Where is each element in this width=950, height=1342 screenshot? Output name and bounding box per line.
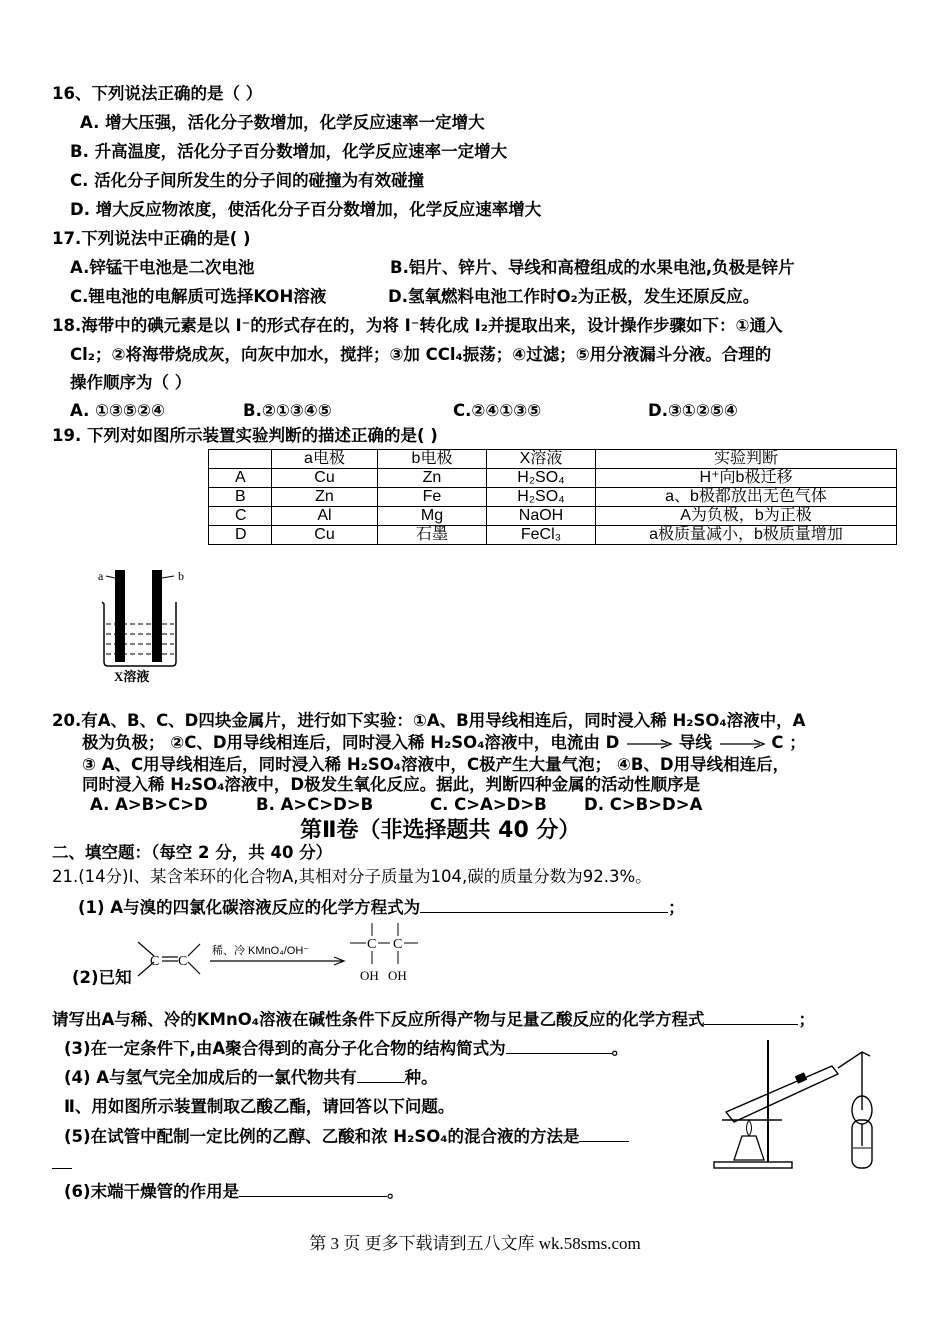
answer-blank[interactable] <box>506 1037 612 1054</box>
q21-stem: 21.(14分)Ⅰ、某含苯环的化合物A,其相对分子质量为104,碳的质量分数为92.3%。 <box>52 867 652 886</box>
q16-stem: 16、下列说法正确的是（ ） <box>52 84 263 103</box>
hydroxyl-1: OH <box>360 968 379 983</box>
table-cell: Mg <box>378 507 487 526</box>
alkene-c2: C <box>178 954 188 969</box>
table-cell: Al <box>272 507 378 526</box>
q20-line2-part2: 导线 <box>678 733 712 752</box>
q21-part6 <box>64 1180 404 1203</box>
q21-part5-text: (5)在试管中配制一定比例的乙醇、乙酸和浓 H₂SO₄的混合液的方法是 <box>64 1127 580 1146</box>
label-a: a <box>98 569 104 583</box>
diol-c1: C <box>367 937 377 952</box>
q21-part4 <box>64 1066 438 1089</box>
reagent-label: 稀、冷 KMnO₄/OH⁻ <box>212 945 310 957</box>
answer-blank[interactable] <box>704 1008 798 1025</box>
table-cell: B <box>209 488 272 507</box>
q20-option-a: A. A>B>C>D <box>90 795 208 814</box>
q21-part1-text: (1) A与溴的四氯化碳溶液反应的化学方程式为 <box>78 898 421 917</box>
q16-option-d: D. 增大反应物浓度，使活化分子百分数增加，化学反应速率增大 <box>70 200 542 219</box>
electrode-a <box>115 570 125 662</box>
electrode-b <box>152 570 162 662</box>
q21-part6-end: 。 <box>387 1182 404 1201</box>
table-cell: NaOH <box>487 507 596 526</box>
q20-option-b: B. A>C>D>B <box>256 795 374 814</box>
q20-line4: 同时浸入稀 H₂SO₄溶液中，D极发生氧化反应。据此，判断四种金属的活动性顺序是 <box>82 775 701 794</box>
q21-part2-label: (2)已知 <box>72 968 132 987</box>
table-cell: Zn <box>378 469 487 488</box>
electrolysis-beaker-figure <box>90 562 200 684</box>
label-b: b <box>178 569 184 583</box>
table-cell: H₂SO₄ <box>487 469 596 488</box>
table-header: X溶液 <box>487 450 596 469</box>
alkene-c1: C <box>150 954 160 969</box>
table-cell: H₂SO₄ <box>487 488 596 507</box>
q18-line3: 操作顺序为（ ） <box>70 373 192 392</box>
stand-base <box>714 1162 792 1168</box>
page-footer: 第 3 页 更多下载请到五八文库 wk.58sms.com <box>309 1234 641 1253</box>
answer-blank[interactable] <box>239 1180 387 1197</box>
table-cell: A <box>209 469 272 488</box>
q16-option-a: A. 增大压强，活化分子数增加，化学反应速率一定增大 <box>80 113 485 132</box>
q18-line2: Cl₂；②将海带烧成灰，向灰中加水，搅拌；③加 CCl₄振荡；④过滤；⑤用分液漏斗分液。合理的 <box>70 345 772 364</box>
test-tube <box>726 1066 838 1122</box>
q21-part2-intro: Ⅱ、用如图所示装置制取乙酸乙酯，请回答以下问题。 <box>64 1097 455 1116</box>
table-cell: a极质量减小，b极质量增加 <box>596 526 897 545</box>
q18-option-d: D.③①②⑤④ <box>648 401 738 420</box>
q21-part6-text: (6)末端干燥管的作用是 <box>64 1182 240 1201</box>
ester-apparatus-figure <box>712 1040 912 1172</box>
arrow-icon <box>625 738 673 750</box>
q17-option-a: A.锌锰干电池是二次电池 <box>70 258 255 277</box>
q19-stem: 19. 下列对如图所示装置实验判断的描述正确的是( ) <box>52 426 438 445</box>
table-cell: D <box>209 526 272 545</box>
q20-option-d: D. C>B>D>A <box>584 795 703 814</box>
table-cell: a、b极都放出无色气体 <box>596 488 897 507</box>
q21-part1-end: ； <box>668 898 685 917</box>
q18-option-b: B.②①③④⑤ <box>243 401 332 420</box>
burner <box>734 1136 764 1160</box>
q21-part3-text: (3)在一定条件下,由A聚合得到的高分子化合物的结构简式为 <box>64 1039 506 1058</box>
table-cell: A为负极，b为正极 <box>596 507 897 526</box>
q20-line2 <box>82 732 806 754</box>
table-cell: Cu <box>272 526 378 545</box>
q16-option-b: B. 升高温度，活化分子百分数增加，化学反应速率一定增大 <box>70 142 508 161</box>
table-cell: Zn <box>272 488 378 507</box>
q20-line1: 20.有A、B、C、D四块金属片，进行如下实验：①A、B用导线相连后，同时浸入稀 H₂SO₄溶液中，A <box>52 711 806 730</box>
answer-blank[interactable] <box>420 896 668 913</box>
fill-section-heading: 二、填空题：（每空 2 分，共 40 分） <box>52 843 333 862</box>
table-header <box>209 450 272 469</box>
q20-option-c: C. C>A>D>B <box>430 795 547 814</box>
q17-stem: 17.下列说法中正确的是( ) <box>52 229 251 248</box>
q18-line1: 18.海带中的碘元素是以 I⁻的形式存在的，为将 I⁻转化成 I₂并提取出来，设计操作步骤如下：①通入 <box>52 316 783 335</box>
reaction-scheme <box>132 918 442 992</box>
q21-requirement <box>52 1008 815 1031</box>
table-cell: Cu <box>272 469 378 488</box>
table-header: 实验判断 <box>596 450 897 469</box>
q21-part3 <box>64 1037 628 1060</box>
q21-part4-text: (4) A与氢气完全加成后的一氯代物共有 <box>64 1068 357 1087</box>
q17-option-d: D.氢氧燃料电池工作时O₂为正极，发生还原反应。 <box>388 287 760 306</box>
table-row <box>209 526 897 545</box>
table-row <box>209 488 897 507</box>
q18-option-a: A. ①③⑤②④ <box>70 401 165 420</box>
arrow-icon <box>718 738 766 750</box>
q20-line2-part3: C ； <box>771 733 806 752</box>
q20-line3: ③ A、C用导线相连后，同时浸入稀 H₂SO₄溶液中，C极产生大量气泡； ④B、D用导线相连后， <box>82 755 790 774</box>
q17-option-b: B.铝片、锌片、导线和高橙组成的水果电池,负极是锌片 <box>390 258 795 277</box>
table-row <box>209 469 897 488</box>
table-cell: FeCl₃ <box>487 526 596 545</box>
table-header: a电极 <box>272 450 378 469</box>
x-solution-label: X溶液 <box>114 669 150 684</box>
answer-blank[interactable] <box>357 1066 405 1083</box>
q17-option-c: C.锂电池的电解质可选择KOH溶液 <box>70 287 327 306</box>
q21-part5 <box>64 1125 629 1148</box>
q21-part1 <box>78 896 685 919</box>
hydroxyl-2: OH <box>388 968 407 983</box>
q16-option-c: C. 活化分子间所发生的分子间的碰撞为有效碰撞 <box>70 171 425 190</box>
q21-requirement-text: 请写出A与稀、冷的KMnO₄溶液在碱性条件下反应所得产物与足量乙酸反应的化学方程式 <box>52 1010 705 1029</box>
answer-blank[interactable] <box>579 1125 629 1142</box>
q21-requirement-end: ； <box>798 1010 815 1029</box>
section-title: 第Ⅱ卷（非选择题共 40 分） <box>300 818 581 843</box>
q20-line2-part1: 极为负极； ②C、D用导线相连后，同时浸入稀 H₂SO₄溶液中，电流由 D <box>82 733 620 752</box>
table-cell: C <box>209 507 272 526</box>
q21-part4-end: 种。 <box>404 1068 438 1087</box>
table-row <box>209 507 897 526</box>
answer-blank[interactable] <box>52 1168 72 1169</box>
q18-option-c: C.②④①③⑤ <box>453 401 542 420</box>
table-header-row <box>209 450 897 469</box>
table-cell: Fe <box>378 488 487 507</box>
q19-table <box>208 449 897 545</box>
table-cell: H⁺向b极迁移 <box>596 469 897 488</box>
diol-c2: C <box>393 937 403 952</box>
q21-part3-end: 。 <box>611 1039 629 1058</box>
table-header: b电极 <box>378 450 487 469</box>
table-cell: 石墨 <box>378 526 487 545</box>
